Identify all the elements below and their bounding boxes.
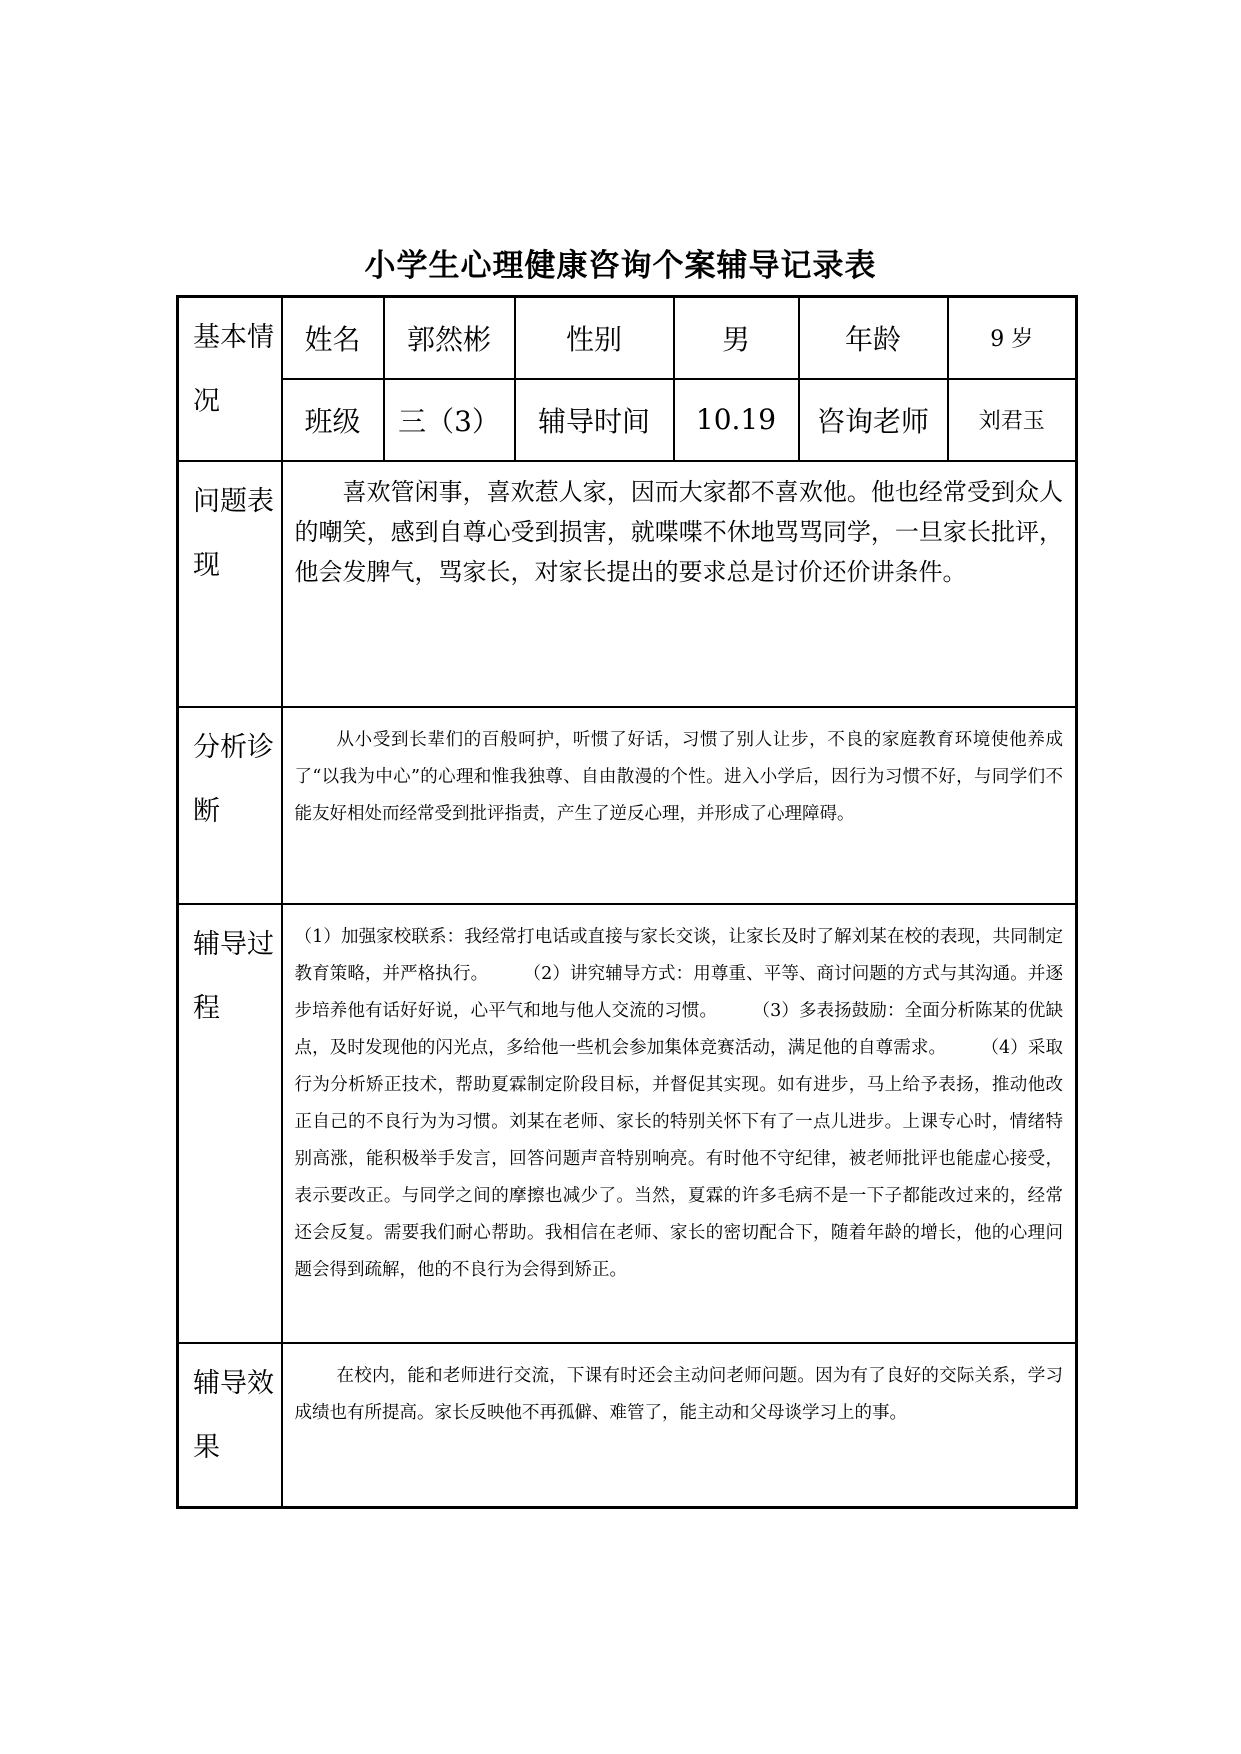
problem-cell: [282, 461, 1077, 707]
name-label: 姓名: [282, 297, 384, 379]
process-cell: [282, 904, 1077, 1343]
problem-row: [178, 461, 1077, 707]
problem-text: 喜欢管闲事，喜欢惹人家，因而大家都不喜欢他。他也经常受到众人的嘲笑，感到自尊心受到损害，就喋喋不休地骂骂同学，一旦家长批评，他会发脾气，骂家长，对家长提出的要求总是讨价还价讲条件。: [294, 477, 1063, 586]
class-value: 三（3）: [384, 379, 515, 461]
document-title: 小学生心理健康咨询个案辅导记录表: [364, 248, 877, 284]
analysis-cell: [282, 707, 1077, 904]
effect-text: 在校内，能和老师进行交流，下课有时还会主动问老师问题。因为有了良好的交际关系，学习成绩也有所提高。家长反映他不再孤僻、难管了，能主动和父母谈学习上的事。: [294, 1365, 1063, 1423]
analysis-text: 从小受到长辈们的百般呵护，听惯了好话，习惯了别人让步，不良的家庭教育环境使他养成了“以我为中心”的心理和惟我独尊、自由散漫的个性。进入小学后，因行为习惯不好，与同学们不能友好相处而经常受到批评指责，产生了逆反心理，并形成了心理障碍。: [294, 729, 1063, 824]
effect-cell: [282, 1343, 1077, 1508]
basic-info-label: 基本情况: [178, 297, 282, 461]
age-value: 9 岁: [948, 297, 1077, 379]
teacher-label: 咨询老师: [799, 379, 948, 461]
problem-label: 问题表现: [178, 461, 282, 707]
time-value: 10.19: [674, 379, 799, 461]
process-text: （1）加强家校联系：我经常打电话或直接与家长交谈，让家长及时了解刘某在校的表现，共同制定教育策略，并严格执行。 （2）讲究辅导方式：用尊重、平等、商讨问题的方式与其沟通。并逐步培养他有话好好说，心平气和地与他人交流的习惯。 （3）多表扬鼓励：全面分析陈某的优缺点，及时发现他的闪光点，多给他一些机会参加集体竞赛活动，满足他的自尊需求。 （4）采取行为分析矫正技术，帮助夏霖制定阶段目标，并督促其实现。如有进步，马上给予表扬，推动他改正自己的不良行为为习惯。刘某在老师、家长的特别关怀下有了一点儿进步。上课专心时，情绪特别高涨，能积极举手发言，回答问题声音特别响亮。有时他不守纪律，被老师批评也能虚心接受，表示要改正。与同学之间的摩擦也减少了。当然，夏霖的许多毛病不是一下子都能改过来的，经常还会反复。需要我们耐心帮助。我相信在老师、家长的密切配合下，随着年龄的增长，他的心理问题会得到疏解，他的不良行为会得到矫正。: [294, 926, 1063, 1280]
effect-label: 辅导效果: [178, 1343, 282, 1508]
analysis-row: [178, 707, 1077, 904]
analysis-label: 分析诊断: [178, 707, 282, 904]
process-label: 辅导过程: [178, 904, 282, 1343]
basic-info-row-2: [178, 379, 1077, 461]
effect-row: [178, 1343, 1077, 1508]
basic-info-row-1: [178, 297, 1077, 379]
process-row: [178, 904, 1077, 1343]
class-label: 班级: [282, 379, 384, 461]
teacher-value: 刘君玉: [948, 379, 1077, 461]
record-form-table: [176, 295, 1078, 1509]
gender-value: 男: [674, 297, 799, 379]
time-label: 辅导时间: [515, 379, 674, 461]
name-value: 郭然彬: [384, 297, 515, 379]
gender-label: 性别: [515, 297, 674, 379]
age-label: 年龄: [799, 297, 948, 379]
